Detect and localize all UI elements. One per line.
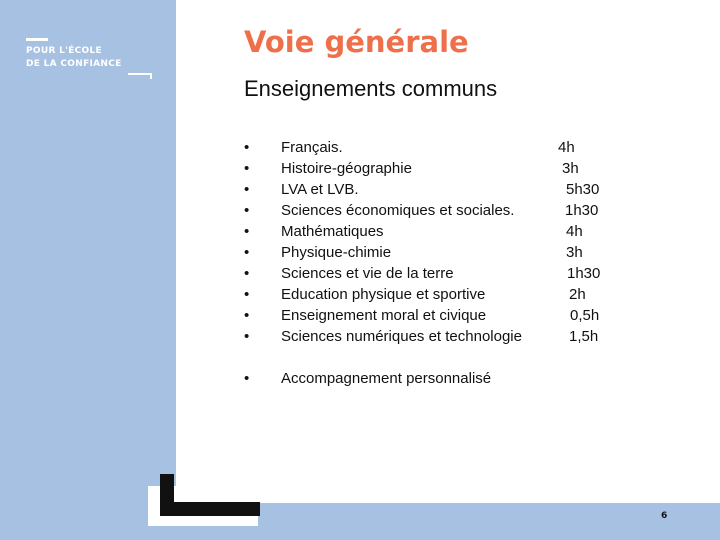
- subject-hours: 1,5h: [569, 328, 599, 345]
- subject-label: Sciences économiques et sociales.: [281, 202, 515, 219]
- bullet-glyph: •: [244, 202, 250, 219]
- subject-label: Accompagnement personnalisé: [281, 370, 492, 387]
- bullet-glyph: •: [244, 181, 250, 198]
- slide-title: Voie générale: [244, 25, 469, 59]
- list-item: [244, 158, 624, 179]
- bullet-glyph: •: [244, 370, 250, 387]
- subject-label: Physique-chimie: [281, 244, 392, 261]
- subjects-list: [244, 137, 624, 389]
- bullet-glyph: •: [244, 265, 250, 282]
- page-number: 6: [661, 511, 668, 521]
- sidebar-panel: [0, 0, 176, 540]
- subject-label: Education physique et sportive: [281, 286, 486, 303]
- list-item: [244, 263, 624, 284]
- subject-hours: 3h: [566, 244, 583, 261]
- subject-label: Enseignement moral et civique: [281, 307, 487, 324]
- subject-label: Mathématiques: [281, 223, 384, 240]
- logo-bar-bottom: [128, 73, 152, 75]
- decor-black-bracket-horizontal: [160, 502, 260, 516]
- list-item: [244, 284, 624, 305]
- bullet-glyph: •: [244, 223, 250, 240]
- logo-line-2: DE LA CONFIANCE: [26, 59, 122, 69]
- bullet-glyph: •: [244, 286, 250, 303]
- list-item: [244, 200, 624, 221]
- list-item: [244, 137, 624, 158]
- bullet-glyph: •: [244, 139, 250, 156]
- subject-label: Histoire-géographie: [281, 160, 412, 177]
- subject-label: LVA et LVB.: [281, 181, 359, 198]
- bullet-glyph: •: [244, 160, 250, 177]
- bullet-glyph: •: [244, 244, 250, 261]
- logo-bar-top: [26, 38, 48, 41]
- logo-line-1: POUR L'ÉCOLE: [26, 46, 102, 56]
- list-item: [244, 326, 624, 347]
- bullet-glyph: •: [244, 328, 250, 345]
- subject-hours: 2h: [569, 286, 586, 303]
- subject-hours: 1h30: [567, 265, 601, 282]
- list-item: [244, 179, 624, 200]
- bullet-glyph: •: [244, 307, 250, 324]
- subject-hours: 4h: [566, 223, 583, 240]
- slide-subtitle: Enseignements communs: [244, 76, 498, 101]
- subject-label: Sciences numériques et technologie: [281, 328, 522, 345]
- list-item: [244, 242, 624, 263]
- bottom-band: [0, 503, 720, 540]
- subject-hours: 4h: [558, 139, 575, 156]
- subject-label: Français.: [281, 139, 343, 156]
- logo-tick: [150, 73, 152, 79]
- subject-label: Sciences et vie de la terre: [281, 265, 454, 282]
- list-item: [244, 305, 624, 326]
- subject-hours: 5h30: [566, 181, 600, 198]
- list-item: [244, 221, 624, 242]
- subject-hours: 1h30: [565, 202, 599, 219]
- list-item: [244, 368, 624, 389]
- subject-hours: 3h: [562, 160, 579, 177]
- subject-hours: 0,5h: [570, 307, 600, 324]
